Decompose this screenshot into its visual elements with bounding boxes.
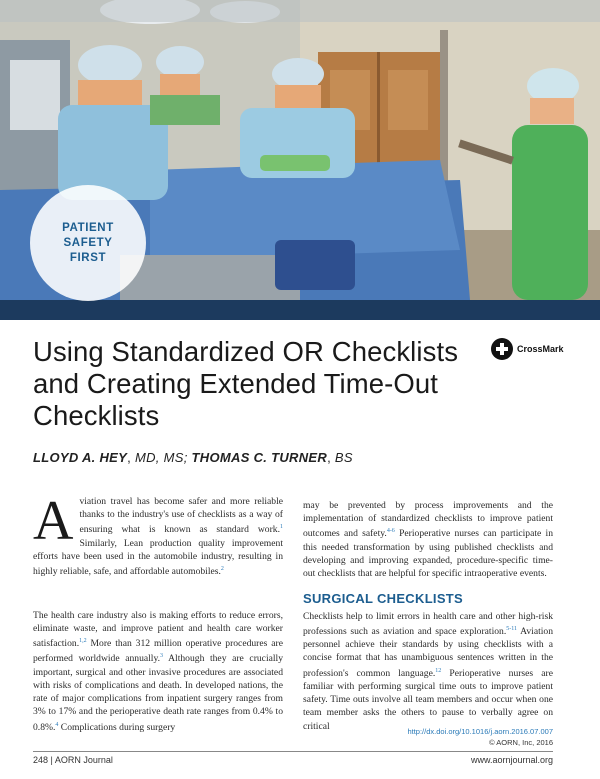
- author-1-credentials: MD, MS;: [134, 450, 188, 465]
- doi-block: [360, 726, 553, 748]
- citation[interactable]: 4: [55, 721, 59, 728]
- doi-link[interactable]: http://dx.doi.org/10.1016/j.aorn.2016.07.007: [407, 727, 553, 736]
- intro-text: viation travel has become safer and more reliable thanks to the industry's use of checklists as a way of ensuring what is known as standard work.: [79, 496, 283, 536]
- citation[interactable]: 5-11: [506, 625, 518, 632]
- citation[interactable]: 3: [160, 653, 164, 660]
- drop-cap: A: [33, 490, 74, 552]
- text-run: Although they are crucially important, surgical and other invasive procedures are associated with risks of complications and death. In developed nations, the rate of major complications from inpatient surgery ranges from 3% to 17% and the perioperative death rate ranges from 0.4% to 0.8%.: [33, 653, 283, 733]
- citation[interactable]: 1,2: [79, 638, 87, 644]
- journal-website[interactable]: www.aornjournal.org: [470, 755, 553, 765]
- text-run: The health care industry also is making efforts to reduce errors, eliminate waste, and improve patient and health care worker satisfaction.: [33, 609, 283, 650]
- page-number-journal: 248 | AORN Journal: [33, 755, 113, 765]
- author-2-name: THOMAS C. TURNER: [191, 450, 328, 465]
- text-run: Aviation personnel achieve their standards by using checklists with a concise format that has unambiguous sentences written in the profession's common language.: [303, 626, 553, 679]
- citation[interactable]: 4-6: [386, 528, 395, 535]
- citation[interactable]: 12: [435, 667, 442, 674]
- intro-paragraph: [33, 492, 283, 579]
- body-paragraph: [303, 610, 553, 733]
- citation[interactable]: 1: [280, 524, 283, 531]
- author-1-name: LLOYD A. HEY: [33, 450, 128, 465]
- article-title: Using Standardized OR Checklists and Creating Extended Time-Out Checklists: [33, 336, 459, 431]
- crossmark-link[interactable]: [491, 338, 564, 360]
- text-run: Perioperative nurses are familiar with performing surgical time outs to improve patient safety. Time outs involve all team members and occur when one team member asks the others to pause to verbally agree on critical: [303, 667, 553, 732]
- body-paragraph: [33, 609, 283, 734]
- badge-line-2: SAFETY: [63, 236, 113, 249]
- body-column-left: [33, 492, 283, 746]
- citation[interactable]: 2: [220, 566, 224, 573]
- badge-line-1: PATIENT: [62, 221, 114, 234]
- author-line: LLOYD A. HEY, MD, MS; THOMAS C. TURNER, BS: [33, 450, 353, 465]
- text-run: may be prevented by process improvements and the implementation of standardized checklists to improve patient outcomes and safety.: [303, 500, 553, 540]
- header-color-bar: [0, 300, 600, 320]
- footer-divider: [33, 751, 553, 752]
- crossmark-label: CrossMark: [517, 344, 564, 354]
- copyright: © AORN, Inc, 2016: [489, 738, 553, 747]
- text-run: More than 312 million operative procedures are performed worldwide annually.: [33, 638, 283, 665]
- section-heading: SURGICAL CHECKLISTS: [303, 591, 464, 607]
- patient-safety-first-badge: [30, 185, 146, 301]
- badge-line-3: FIRST: [69, 251, 107, 264]
- crossmark-icon: [491, 338, 513, 360]
- text-run: Complications during surgery: [58, 721, 176, 733]
- intro-text-cont: Similarly, Lean production quality improvement efforts have been used in the automobile industry, resulting in highly reliable, safe, and affordable automobiles.: [33, 537, 283, 578]
- body-paragraph: [303, 499, 553, 580]
- text-run: Perioperative nurses can participate in this needed transformation by using published checklists and developing and improving expanded, procedure-specific time-out checklists that are helpful for specific intraoperative events.: [303, 528, 553, 580]
- text-run: Checklists help to limit errors in health care and other high-risk professions such as aviation and space exploration.: [303, 610, 553, 637]
- author-2-credentials: BS: [334, 450, 353, 465]
- body-column-right: [303, 499, 553, 745]
